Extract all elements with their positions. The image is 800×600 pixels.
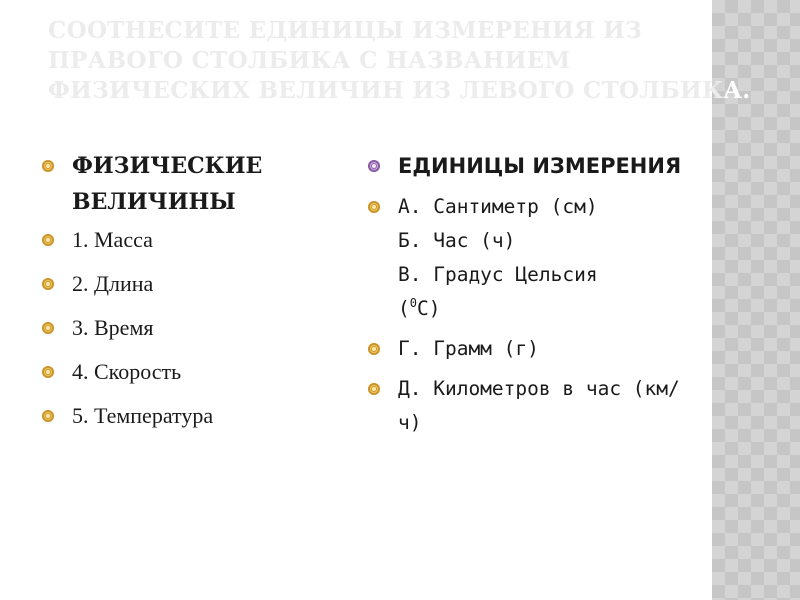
unit-line-c: В. Градус Цельсия <box>398 263 598 286</box>
slide-title <box>48 16 768 106</box>
right-list-item <box>368 190 698 326</box>
left-list-item <box>42 402 332 430</box>
bullet-icon <box>368 343 380 355</box>
bullet-icon <box>42 366 54 378</box>
left-heading-text: ФИЗИЧЕСКИЕ ВЕЛИЧИНЫ <box>72 153 263 215</box>
right-column <box>368 148 698 446</box>
bullet-icon <box>42 160 54 172</box>
celsius-symbol: С) <box>416 297 441 320</box>
left-column <box>42 148 332 446</box>
left-column-heading <box>42 148 332 220</box>
unit-line-b: Б. Час (ч) <box>398 229 516 252</box>
list-item-text: 4. Скорость <box>72 359 182 384</box>
left-list-item <box>42 270 332 298</box>
unit-line-d: Д. Километров в час (км/ч) <box>398 377 680 434</box>
bullet-icon <box>368 160 380 172</box>
left-list-item <box>42 358 332 386</box>
right-heading-text: ЕДИНИЦЫ ИЗМЕРЕНИЯ <box>398 154 682 178</box>
left-list-item <box>42 314 332 342</box>
bullet-icon <box>368 201 380 213</box>
bullet-icon <box>42 322 54 334</box>
list-item-text: 3. Время <box>72 315 154 340</box>
right-column-heading <box>368 148 698 184</box>
list-item-text: 2. Длина <box>72 271 154 296</box>
paren-open: ( <box>398 297 410 320</box>
bullet-icon <box>42 278 54 290</box>
list-item-text: 1. Масса <box>72 227 153 252</box>
unit-line-a: А. Сантиметр (см) <box>398 195 598 218</box>
list-item-text: 5. Температура <box>72 403 214 428</box>
bullet-icon <box>42 234 54 246</box>
right-list-item <box>368 372 698 440</box>
degree-superscript: 0 <box>409 296 417 310</box>
unit-line-g: Г. Грамм (г) <box>398 337 539 360</box>
unit-line-c-symbol <box>398 292 698 326</box>
left-list-item <box>42 226 332 254</box>
bullet-icon <box>42 410 54 422</box>
slide-title-text: СООТНЕСИТЕ ЕДИНИЦЫ ИЗМЕРЕНИЯ ИЗ ПРАВОГО СТОЛБИКА С НАЗВАНИЕМ ФИЗИЧЕСКИХ ВЕЛИЧИН ИЗ ЛЕВОГО СТОЛБИК <box>48 17 724 104</box>
right-list-item <box>368 332 698 366</box>
slide-title-end: А. <box>723 77 751 104</box>
bullet-icon <box>368 383 380 395</box>
